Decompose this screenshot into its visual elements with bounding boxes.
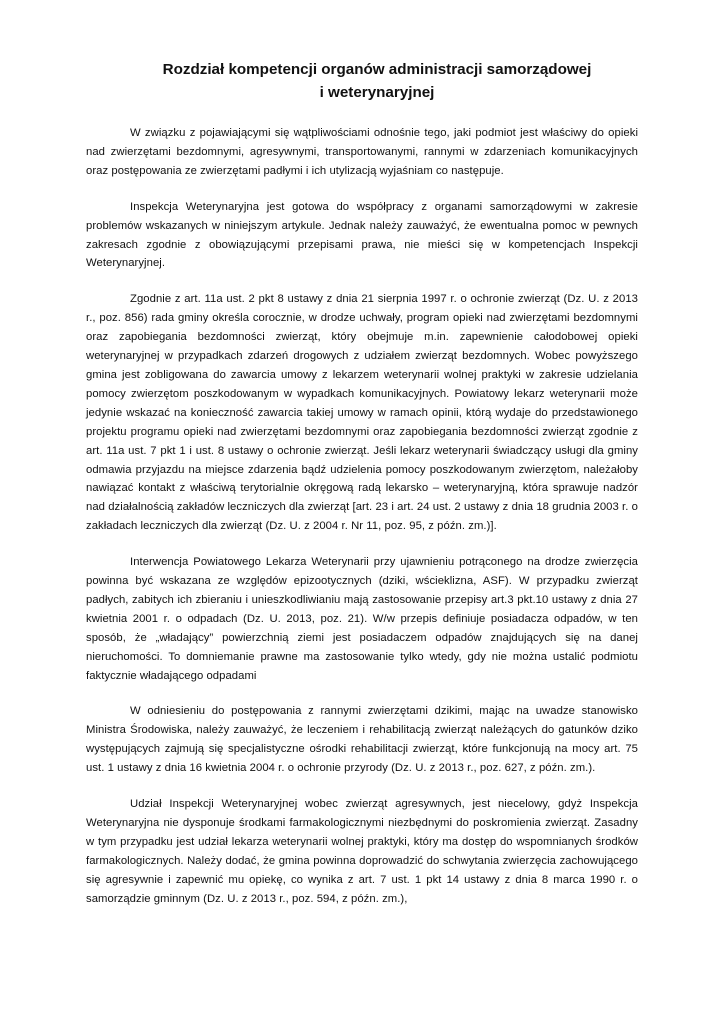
- title-line-2: i weterynaryjnej: [319, 84, 435, 101]
- paragraph-municipal-program: Zgodnie z art. 11a ust. 2 pkt 8 ustawy z dnia 21 sierpnia 1997 r. o ochronie zwierząt (Dz. U. z 2013 r., poz. 856) rada gminy określa corocznie, w drodze uchwały, program opieki nad zwierzętami bezdomnymi oraz zapobiegania bezdomności zwierząt, który obejmuje m.in. zapewnienie całodobowej opieki weterynaryjnej w przypadkach zdarzeń drogowych z udziałem zwierząt bezdomnych. Wobec powyższego gmina jest zobligowana do zawarcia umowy z lekarzem weterynarii wolnej praktyki w zakresie udzielania pomocy zwierzętom poszkodowanym w wypadkach komunikacyjnych. Powiatowy lekarz weterynarii może jedynie wskazać na konieczność zawarcia takiej umowy w ramach opinii, którą wydaje do przedstawionego projektu programu opieki nad zwierzętami bezdomnymi oraz zapobiegania bezdomności zwierząt zgodnie z art. 11a ust. 7 pkt 1 i ust. 8 ustawy o ochronie zwierząt. Jeśli lekarz weterynarii świadczący usługi dla gminy odmawia przyjazdu na miejsce zdarzenia bądź udzielenia pomocy poszkodowanym zwierzętom, należałoby nawiązać kontakt z właściwą terytorialnie okręgową radą lekarsko – weterynaryjną, która sprawuje nadzór nad działalnością zakładów leczniczych dla zwierząt [art. 23 i art. 24 ust. 2 ustawy z dnia 18 grudnia 2003 r. o zakładach leczniczych dla zwierząt (Dz. U. z 2004 r. Nr 11, poz. 95, z późn. zm.)].: [86, 293, 638, 533]
- page-title: [86, 58, 638, 104]
- paragraph-inspection-cooperation: Inspekcja Weterynaryjna jest gotowa do współpracy z organami samorządowymi w zakresie problemów wskazanych w niniejszym artykule. Jednak należy zauważyć, że ewentualna pomoc w pewnych zakresach zgodnie z obowiązującymi przepisami prawa, nie mieści się w kompetencjach Inspekcji Weterynaryjnej.: [86, 200, 638, 270]
- paragraph-aggressive-animals: Udział Inspekcji Weterynaryjnej wobec zwierząt agresywnych, jest niecelowy, gdyż Inspekcja Weterynaryjna nie dysponuje środkami farmakologicznymi niezbędnymi do poskromienia zwierząt. Zasadny w tym przypadku jest udział lekarza weterynarii wolnej praktyki, który ma dostęp do wspomnianych środków farmakologicznych. Należy dodać, że gmina powinna doprowadzić do schwytania zwierzęcia zachowującego się agresywnie i zapewnić mu opiekę, co wynika z art. 7 ust. 1 pkt 14 ustawy z dnia 8 marca 1990 r. o samorządzie gminnym (Dz. U. z 2013 r., poz. 594, z późn. zm.),: [86, 798, 638, 905]
- paragraph-wild-animals: W odniesieniu do postępowania z rannymi zwierzętami dzikimi, mając na uwadze stanowisko Ministra Środowiska, należy zauważyć, że leczeniem i rehabilitacją zwierząt należących do gatunków dziko występujących zajmują się specjalistyczne ośrodki rehabilitacji zwierząt, które funkcjonują na mocy art. 75 ust. 1 ustawy z dnia 16 kwietnia 2004 r. o ochronie przyrody (Dz. U. z 2013 r., poz. 627, z późn. zm.).: [86, 705, 638, 775]
- paragraph-dead-animals: Interwencja Powiatowego Lekarza Weterynarii przy ujawnieniu potrąconego na drodze zwierzęcia powinna być wskazana ze względów epizootycznych (dziki, wścieklizna, ASF). W przypadku zwierząt padłych, zabitych ich zbieraniu i unieszkodliwianiu mają zastosowanie przepisy art.3 pkt.10 ustawy z dnia 27 kwietnia 2001 r. o odpadach (Dz. U. 2013, poz. 21). W/w przepis definiuje posiadacza odpadów, w ten sposób, że „władający” powierzchnią ziemi jest posiadaczem odpadów znajdujących się na danej nieruchomości. To domniemanie prawne ma zastosowanie tylko wtedy, gdy nie można ustalić podmiotu faktycznie władającego odpadami: [86, 556, 638, 682]
- paragraph-intro: W związku z pojawiającymi się wątpliwościami odnośnie tego, jaki podmiot jest właściwy do opieki nad zwierzętami bezdomnymi, agresywnymi, transportowanymi, rannymi w zdarzeniach komunikacyjnych oraz postępowania ze zwierzętami padłymi i ich utylizacją wyjaśniam co następuje.: [86, 127, 638, 177]
- title-line-1: Rozdział kompetencji organów administracji samorządowej: [162, 61, 592, 78]
